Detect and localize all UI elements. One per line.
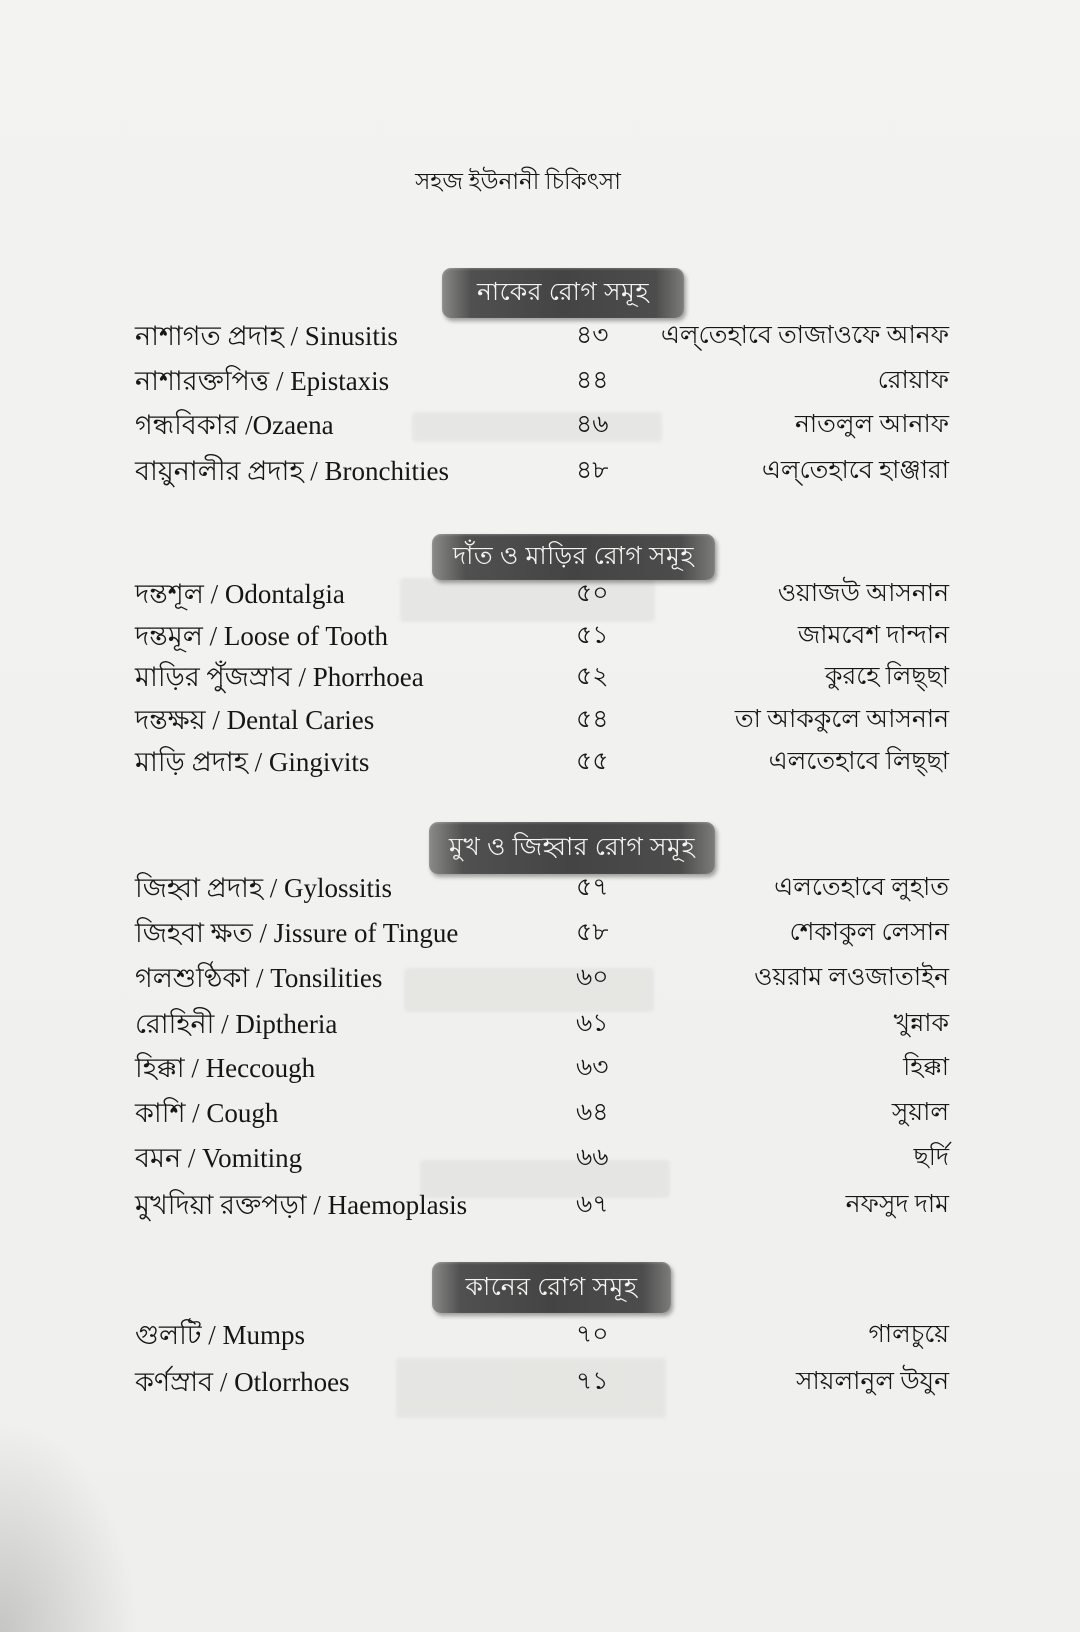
unani-name: তা আককুলে আসনান (734, 706, 949, 733)
contents-row (0, 1185, 1080, 1225)
page-number: ৬০ (576, 964, 609, 991)
unani-name: নাতলুল আনাফ (794, 411, 949, 438)
contents-row (0, 742, 1080, 782)
disease-name: কাশি / Cough (135, 1098, 279, 1128)
contents-row (0, 657, 1080, 697)
page-number: ৫৫ (576, 748, 609, 775)
unani-name: সায়লানুল উযুন (796, 1368, 949, 1395)
contents-row (0, 316, 1080, 356)
contents-row (0, 913, 1080, 953)
contents-row (0, 1048, 1080, 1088)
page-number: ৬৩ (576, 1054, 609, 1081)
contents-row (0, 405, 1080, 445)
section-heading: দাঁত ও মাড়ির রোগ সমূহ (432, 534, 715, 580)
disease-name: গুলটি / Mumps (135, 1320, 306, 1350)
unani-name: নফসুদ দাম (845, 1191, 949, 1218)
contents-row (0, 616, 1080, 656)
disease-name: নাশারক্তপিত্ত / Epistaxis (135, 366, 390, 396)
disease-name: জিহ্বা প্রদাহ / Gylossitis (135, 873, 393, 903)
page-number: ৪৩ (576, 322, 609, 349)
unani-name: এলতেহাবে লিছ্ছা (768, 748, 949, 775)
unani-name: হিক্কা (903, 1054, 949, 1081)
disease-name: কর্ণস্রাব / Otlorrhoes (135, 1367, 350, 1397)
page-number: ৬১ (576, 1010, 609, 1037)
disease-name: বমন / Vomiting (135, 1143, 303, 1173)
disease-name: জিহবা ক্ষত / Jissure of Tingue (135, 918, 459, 948)
unani-name: এল্‌তেহাবে হাঞ্জারা (761, 457, 949, 484)
unani-name: এল্‌তেহাবে তাজাওফে আনফ (660, 322, 949, 349)
contents-row (0, 361, 1080, 401)
contents-row (0, 1315, 1080, 1355)
contents-row (0, 1004, 1080, 1044)
page-number: ৬৭ (576, 1191, 609, 1218)
unani-name: খুন্নাক (893, 1010, 949, 1037)
disease-name: দন্তশূল / Odontalgia (135, 579, 345, 609)
disease-name: মাড়ি প্রদাহ / Gingivits (135, 747, 370, 777)
disease-name: নাশাগত প্রদাহ / Sinusitis (135, 321, 398, 351)
page-number: ৬৪ (576, 1099, 609, 1126)
contents-row (0, 700, 1080, 740)
page-number: ৫৮ (576, 919, 609, 946)
page-number: ৪৪ (576, 367, 609, 394)
section-heading: নাকের রোগ সমূহ (442, 268, 684, 318)
contents-row (0, 451, 1080, 491)
contents-row (0, 574, 1080, 614)
unani-name: রোয়াফ (877, 367, 949, 394)
contents-row (0, 1362, 1080, 1402)
unani-name: ওয়রাম লওজাতাইন (754, 964, 949, 991)
disease-name: গলশুণ্ঠিকা / Tonsilities (135, 963, 383, 993)
section-heading: কানের রোগ সমূহ (432, 1262, 671, 1313)
unani-name: সুয়াল (891, 1099, 949, 1126)
section-heading: মুখ ও জিহ্বার রোগ সমূহ (429, 822, 715, 874)
page-number: ৫৪ (576, 706, 609, 733)
running-header: সহজ ইউনানী চিকিৎসা (415, 169, 621, 194)
unani-name: ওয়াজউ আসনান (777, 580, 949, 607)
page-number: ৭১ (576, 1368, 609, 1395)
unani-name: গালচুয়ে (868, 1321, 949, 1348)
unani-name: কুরহে লিছ্ছা (824, 663, 949, 690)
contents-row (0, 1138, 1080, 1178)
unani-name: শেকাকুল লেসান (789, 919, 949, 946)
page-number: ৫৭ (576, 874, 609, 901)
disease-name: মুখদিয়া রক্তপড়া / Haemoplasis (135, 1190, 468, 1220)
page-number: ৫১ (576, 622, 609, 649)
contents-row (0, 1093, 1080, 1133)
disease-name: মাড়ির পুঁজস্রাব / Phorrhoea (135, 662, 424, 692)
page-number: ৬৬ (576, 1144, 609, 1171)
page-number: ৫২ (576, 663, 609, 690)
disease-name: বায়ুনালীর প্রদাহ / Bronchities (135, 456, 449, 486)
page-number: ৭০ (576, 1321, 609, 1348)
disease-name: হিক্কা / Heccough (135, 1053, 316, 1083)
disease-name: দন্তমূল / Loose of Tooth (135, 621, 389, 651)
disease-name: গন্ধবিকার /Ozaena (135, 410, 334, 440)
contents-row (0, 868, 1080, 908)
unani-name: জামবেশ দান্দান (797, 622, 949, 649)
disease-name: রোহিনী / Diptheria (135, 1009, 338, 1039)
page-number: ৪৮ (576, 457, 609, 484)
page-number: ৪৬ (576, 411, 609, 438)
page-number: ৫০ (576, 580, 609, 607)
unani-name: এলতেহাবে লুহাত (774, 874, 949, 901)
disease-name: দন্তক্ষয় / Dental Caries (135, 705, 375, 735)
unani-name: ছর্দি (913, 1144, 949, 1171)
contents-row (0, 958, 1080, 998)
